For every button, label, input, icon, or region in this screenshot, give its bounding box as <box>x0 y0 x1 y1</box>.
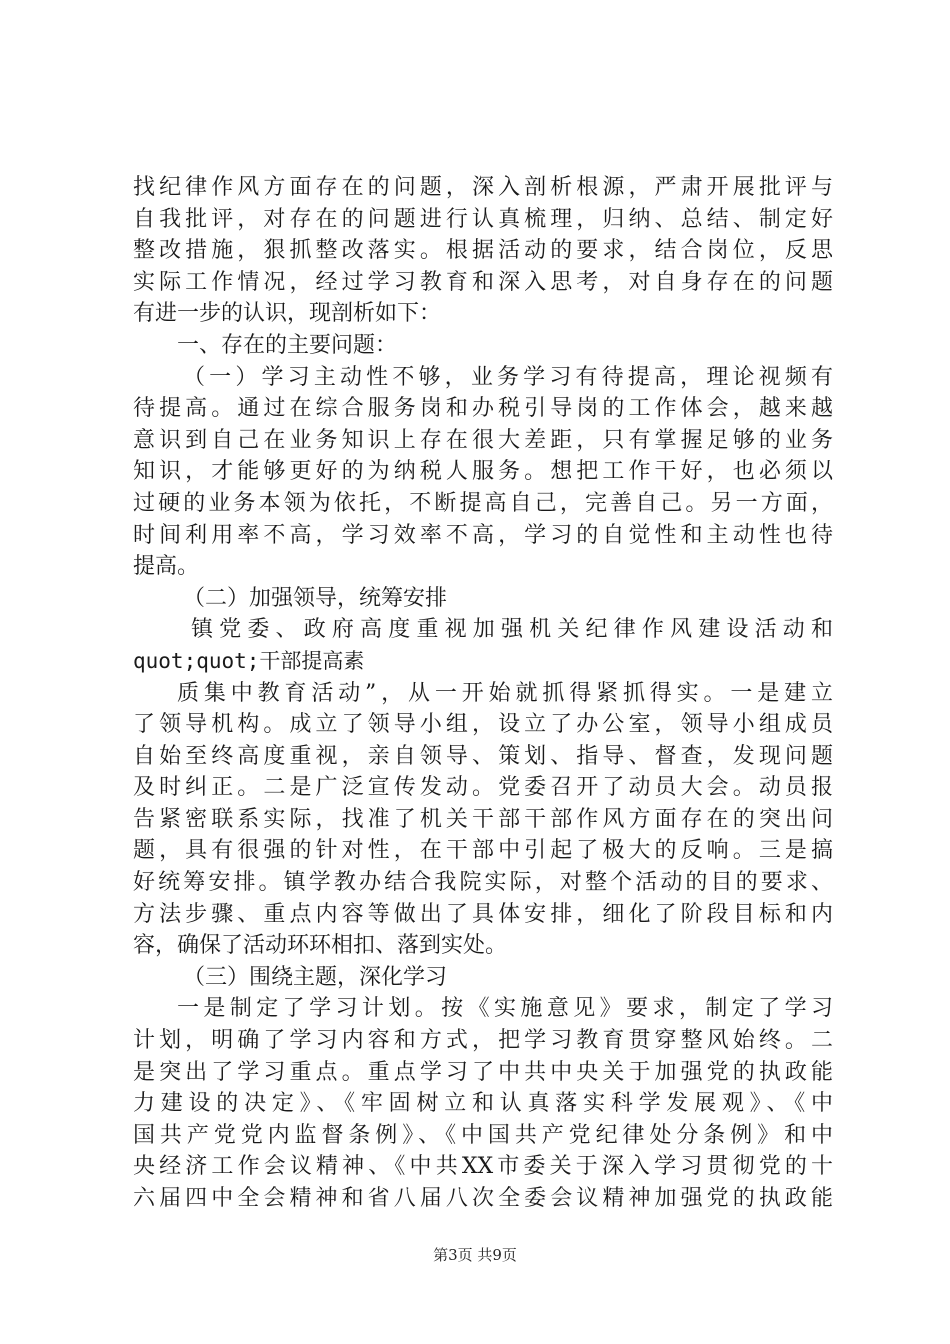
text-line: 整改措施，狠抓整改落实。根据活动的要求，结合岗位，反思 <box>133 238 833 264</box>
text-line: 一是制定了学习计划。按《实施意见》要求，制定了学习 <box>177 996 833 1022</box>
text-line: 题，具有很强的针对性，在干部中引起了极大的反响。三是搞 <box>133 838 833 864</box>
text-line: 有进一步的认识，现剖析如下： <box>133 301 442 327</box>
text-line: 知识，才能够更好的为纳税人服务。想把工作干好，也必须以 <box>133 459 833 485</box>
text-line: 力建设的决定》、《牢固树立和认真落实科学发展观》、《中 <box>133 1091 833 1117</box>
text-line: 国共产党党内监督条例》、《中国共产党纪律处分条例》和中 <box>133 1122 833 1148</box>
document-body <box>133 172 833 1215</box>
text-line: 央经济工作会议精神、《中共XX市委关于深入学习贯彻党的十 <box>133 1154 833 1180</box>
text-line: 六届四中全会精神和省八届八次全委会议精神加强党的执政能 <box>133 1186 833 1211</box>
text-line: 质集中教育活动”，从一开始就抓得紧抓得实。一是建立 <box>177 680 833 706</box>
page-footer: 第3页 共9页 <box>433 1246 517 1264</box>
text-line: 及时纠正。二是广泛宣传发动。党委召开了动员大会。动员报 <box>133 775 833 801</box>
text-line: 镇党委、政府高度重视加强机关纪律作风建设活动和 <box>191 617 833 643</box>
text-line: quot;quot;干部提高素 <box>133 648 365 673</box>
text-line: 了领导机构。成立了领导小组，设立了办公室，领导小组成员 <box>133 712 833 738</box>
text-line: 意识到自己在业务知识上存在很大差距，只有掌握足够的业务 <box>133 427 833 453</box>
text-line: 找纪律作风方面存在的问题，深入剖析根源，严肃开展批评与 <box>133 175 833 200</box>
text-line: 过硬的业务本领为依托，不断提高自己，完善自己。另一方面， <box>133 490 833 516</box>
text-line: （一）学习主动性不够，业务学习有待提高，理论视频有 <box>183 364 833 390</box>
text-line: 是突出了学习重点。重点学习了中共中央关于加强党的执政能 <box>133 1059 833 1085</box>
text-line: 一、存在的主要问题： <box>177 332 398 358</box>
text-line: 提高。 <box>133 554 200 580</box>
text-line: 计划，明确了学习内容和方式，把学习教育贯穿整风始终。二 <box>133 1028 833 1054</box>
text-line: 告紧密联系实际，找准了机关干部干部作风方面存在的突出问 <box>133 806 833 832</box>
text-line: 方法步骤、重点内容等做出了具体安排，细化了阶段目标和内 <box>133 901 833 927</box>
text-line: 实际工作情况，经过学习教育和深入思考，对自身存在的问题 <box>133 269 833 295</box>
text-line: 待提高。通过在综合服务岗和办税引导岗的工作体会，越来越 <box>133 396 833 422</box>
text-line: （三）围绕主题，深化学习 <box>183 964 448 990</box>
text-line: 时间利用率不高，学习效率不高，学习的自觉性和主动性也待 <box>133 522 833 548</box>
text-line: 自始至终高度重视，亲自领导、策划、指导、督查，发现问题 <box>133 743 833 769</box>
text-line: 自我批评，对存在的问题进行认真梳理，归纳、总结、制定好 <box>133 206 833 232</box>
text-line: 好统筹安排。镇学教办结合我院实际，对整个活动的目的要求、 <box>133 870 833 896</box>
text-line: 容，确保了活动环环相扣、落到实处。 <box>133 933 508 959</box>
text-line: （二）加强领导，统筹安排 <box>183 585 448 611</box>
